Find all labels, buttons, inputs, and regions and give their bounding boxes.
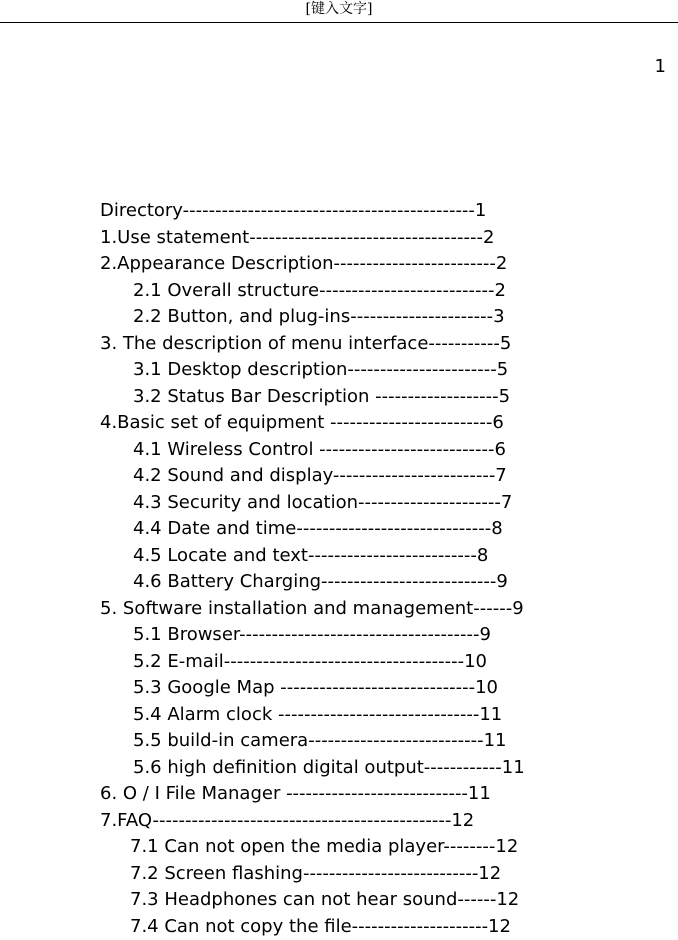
toc-subentry: 7.3 Headphones can not hear sound------12 [100,887,660,914]
toc-subentry: 4.4 Date and time------------------------------8 [100,516,660,543]
toc-entry: 5. Software installation and management------9 [100,596,660,623]
toc-subentry: 4.2 Sound and display-------------------------7 [100,463,660,490]
toc-subentry: 4.1 Wireless Control ---------------------------6 [100,437,660,464]
toc-subentry: 3.2 Status Bar Description -------------------5 [100,384,660,411]
toc-subentry: 4.3 Security and location----------------------7 [100,490,660,517]
page-header: [键入文字] [0,0,678,18]
toc-entry: 2.Appearance Description-------------------------2 [100,251,660,278]
toc-entry: 3. The description of menu interface-----------5 [100,331,660,358]
toc-subentry: 5.6 high definition digital output------------11 [100,755,660,782]
toc-subentry: 5.5 build-in camera---------------------------11 [100,728,660,755]
toc-subentry: 4.6 Battery Charging---------------------------9 [100,569,660,596]
page-number: 1 [655,56,666,78]
toc-entry: 7.FAQ----------------------------------------------12 [100,808,660,835]
toc-subentry: 5.1 Browser-------------------------------------9 [100,622,660,649]
toc-subentry: 2.1 Overall structure---------------------------2 [100,278,660,305]
toc-entry: Directory---------------------------------------------1 [100,198,660,225]
toc-subentry: 5.2 E-mail-------------------------------------10 [100,649,660,676]
toc-subentry: 7.1 Can not open the media player--------12 [100,834,660,861]
toc-subentry: 5.4 Alarm clock -------------------------------11 [100,702,660,729]
toc-subentry: 7.4 Can not copy the file---------------------12 [100,914,660,940]
toc-entry: 4.Basic set of equipment -------------------------6 [100,410,660,437]
toc-subentry: 7.2 Screen flashing---------------------------12 [100,861,660,888]
toc-subentry: 5.3 Google Map ------------------------------10 [100,675,660,702]
header-divider [0,22,678,23]
toc-entry: 1.Use statement------------------------------------2 [100,225,660,252]
toc-subentry: 4.5 Locate and text--------------------------8 [100,543,660,570]
toc-entry: 6. O / I File Manager ----------------------------11 [100,781,660,808]
toc-subentry: 3.1 Desktop description-----------------------5 [100,357,660,384]
table-of-contents [100,198,660,940]
toc-subentry: 2.2 Button, and plug-ins----------------------3 [100,304,660,331]
